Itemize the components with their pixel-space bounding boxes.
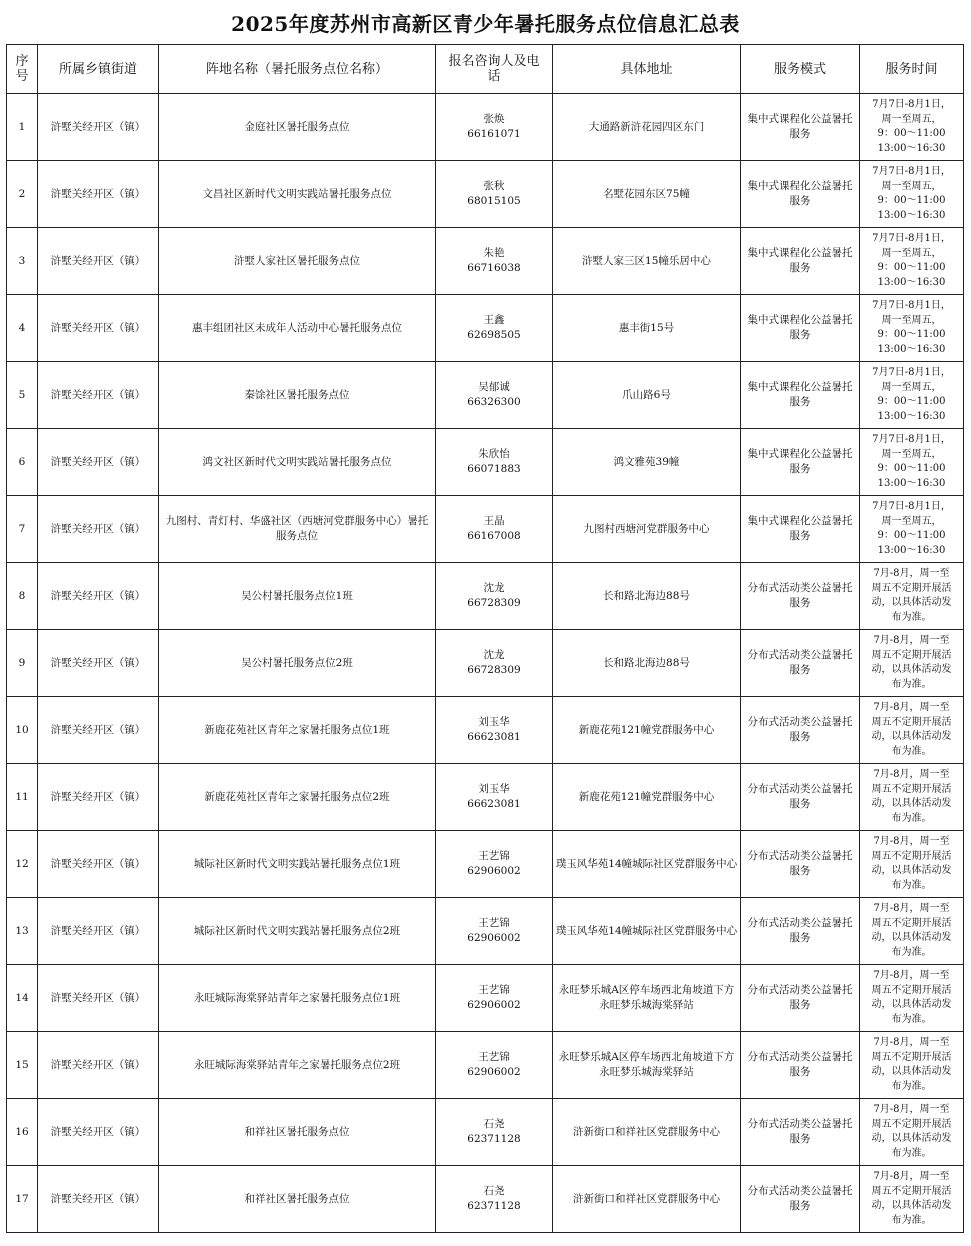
cell-town: 浒墅关经开区（镇） — [38, 429, 159, 496]
cell-address: 璞玉风华苑14幢城际社区党群服务中心 — [553, 898, 741, 965]
time-line: 动，以具体活动发 — [871, 1066, 952, 1077]
time-line: 9：00～11:00 — [877, 463, 946, 474]
cell-town: 浒墅关经开区（镇） — [38, 898, 159, 965]
time-line: 周一至周五， — [881, 247, 942, 259]
time-line: 9：00～11:00 — [877, 262, 946, 273]
cell-address: 九图村西塘河党群服务中心 — [553, 496, 741, 563]
cell-contact — [436, 429, 553, 496]
time-line: 动，以具体活动发 — [871, 731, 952, 742]
table-body — [7, 94, 964, 1233]
time-line: 7月7日-8月1日， — [872, 233, 951, 244]
contact-name: 王艺锦 — [478, 984, 510, 996]
cell-town: 浒墅关经开区（镇） — [38, 965, 159, 1032]
cell-time — [860, 563, 964, 630]
cell-town: 浒墅关经开区（镇） — [38, 94, 159, 161]
time-line: 布为准。 — [891, 812, 932, 824]
cell-seq: 14 — [7, 965, 38, 1032]
time-line: 动，以具体活动发 — [871, 865, 952, 876]
cell-seq: 8 — [7, 563, 38, 630]
time-line: 9：00～11:00 — [877, 530, 946, 541]
cell-address: 长和路北海边88号 — [553, 563, 741, 630]
cell-contact — [436, 563, 553, 630]
time-line: 7月-8月，周一至 — [873, 702, 950, 713]
cell-address: 长和路北海边88号 — [553, 630, 741, 697]
cell-address: 永旺梦乐城A区停车场西北角坡道下方永旺梦乐城海棠驿站 — [553, 965, 741, 1032]
contact-phone: 68015105 — [467, 195, 521, 207]
header-row — [7, 45, 964, 94]
time-line: 周一至周五， — [881, 180, 942, 192]
header-contact: 报名咨询人及电话 — [436, 45, 553, 94]
contact-phone: 62371128 — [467, 1133, 521, 1145]
time-line: 动，以具体活动发 — [871, 664, 952, 675]
time-line: 布为准。 — [891, 1080, 932, 1092]
cell-town: 浒墅关经开区（镇） — [38, 496, 159, 563]
time-line: 周五不定期开展活 — [871, 1185, 952, 1197]
table-row — [7, 429, 964, 496]
table-row — [7, 295, 964, 362]
cell-name: 浒墅人家社区暑托服务点位 — [159, 228, 436, 295]
cell-contact — [436, 94, 553, 161]
cell-address: 大通路新浒花园四区东门 — [553, 94, 741, 161]
contact-name: 王艺锦 — [478, 917, 510, 929]
cell-address: 鸿文雅苑39幢 — [553, 429, 741, 496]
cell-address: 爪山路6号 — [553, 362, 741, 429]
cell-seq: 13 — [7, 898, 38, 965]
contact-name: 刘玉华 — [478, 716, 510, 728]
cell-time — [860, 228, 964, 295]
cell-seq: 15 — [7, 1032, 38, 1099]
cell-time — [860, 161, 964, 228]
cell-mode: 分布式活动类公益暑托服务 — [741, 831, 860, 898]
cell-contact — [436, 1032, 553, 1099]
table-row — [7, 161, 964, 228]
cell-mode: 集中式课程化公益暑托服务 — [741, 496, 860, 563]
time-line: 动，以具体活动发 — [871, 597, 952, 608]
time-line: 布为准。 — [891, 946, 932, 958]
time-line: 7月7日-8月1日， — [872, 501, 951, 512]
time-line: 周一至周五， — [881, 515, 942, 527]
table-row — [7, 1032, 964, 1099]
time-line: 13:00～16:30 — [877, 276, 946, 288]
cell-name: 吴公村暑托服务点位1班 — [159, 563, 436, 630]
contact-name: 王鑫 — [483, 314, 505, 326]
contact-phone: 66071883 — [467, 463, 521, 475]
header-seq: 序号 — [7, 45, 38, 94]
contact-phone: 62906002 — [467, 865, 521, 877]
cell-contact — [436, 831, 553, 898]
cell-town: 浒墅关经开区（镇） — [38, 1166, 159, 1233]
cell-address: 璞玉风华苑14幢城际社区党群服务中心 — [553, 831, 741, 898]
time-line: 7月7日-8月1日， — [872, 434, 951, 445]
cell-contact — [436, 496, 553, 563]
header-address: 具体地址 — [553, 45, 741, 94]
time-line: 7月-8月，周一至 — [873, 1171, 950, 1182]
cell-mode: 分布式活动类公益暑托服务 — [741, 563, 860, 630]
time-line: 周五不定期开展活 — [871, 1118, 952, 1130]
cell-town: 浒墅关经开区（镇） — [38, 362, 159, 429]
time-line: 布为准。 — [891, 611, 932, 623]
cell-name: 文昌社区新时代文明实践站暑托服务点位 — [159, 161, 436, 228]
table-row — [7, 1166, 964, 1233]
cell-town: 浒墅关经开区（镇） — [38, 630, 159, 697]
cell-seq: 5 — [7, 362, 38, 429]
time-line: 动，以具体活动发 — [871, 1133, 952, 1144]
cell-name: 惠丰组团社区未成年人活动中心暑托服务点位 — [159, 295, 436, 362]
header-mode: 服务模式 — [741, 45, 860, 94]
cell-seq: 17 — [7, 1166, 38, 1233]
cell-mode: 集中式课程化公益暑托服务 — [741, 228, 860, 295]
time-line: 布为准。 — [891, 879, 932, 891]
table-row — [7, 362, 964, 429]
cell-time — [860, 362, 964, 429]
time-line: 13:00～16:30 — [877, 142, 946, 154]
time-line: 动，以具体活动发 — [871, 1200, 952, 1211]
summary-table — [6, 44, 964, 1233]
cell-town: 浒墅关经开区（镇） — [38, 228, 159, 295]
cell-time — [860, 1099, 964, 1166]
time-line: 7月7日-8月1日， — [872, 300, 951, 311]
cell-time — [860, 1166, 964, 1233]
table-row — [7, 764, 964, 831]
table-row — [7, 630, 964, 697]
table-row — [7, 563, 964, 630]
cell-seq: 9 — [7, 630, 38, 697]
cell-mode: 集中式课程化公益暑托服务 — [741, 94, 860, 161]
cell-town: 浒墅关经开区（镇） — [38, 1099, 159, 1166]
time-line: 布为准。 — [891, 1147, 932, 1159]
cell-time — [860, 295, 964, 362]
cell-name: 城际社区新时代文明实践站暑托服务点位1班 — [159, 831, 436, 898]
time-line: 周一至周五， — [881, 113, 942, 125]
contact-phone: 66326300 — [467, 396, 521, 408]
time-line: 周一至周五， — [881, 381, 942, 393]
cell-time — [860, 831, 964, 898]
cell-town: 浒墅关经开区（镇） — [38, 295, 159, 362]
contact-phone: 66728309 — [467, 597, 521, 609]
header-town: 所属乡镇街道 — [38, 45, 159, 94]
contact-name: 沈龙 — [483, 582, 505, 594]
cell-name: 秦馀社区暑托服务点位 — [159, 362, 436, 429]
cell-mode: 集中式课程化公益暑托服务 — [741, 429, 860, 496]
time-line: 13:00～16:30 — [877, 410, 946, 422]
table-row — [7, 496, 964, 563]
contact-phone: 62906002 — [467, 999, 521, 1011]
cell-town: 浒墅关经开区（镇） — [38, 764, 159, 831]
cell-time — [860, 965, 964, 1032]
cell-town: 浒墅关经开区（镇） — [38, 1032, 159, 1099]
cell-seq: 1 — [7, 94, 38, 161]
cell-name: 和祥社区暑托服务点位 — [159, 1166, 436, 1233]
table-row — [7, 1099, 964, 1166]
contact-name: 张秋 — [483, 180, 505, 192]
page-title: 2025年度苏州市高新区青少年暑托服务点位信息汇总表 — [231, 12, 740, 36]
cell-seq: 4 — [7, 295, 38, 362]
cell-town: 浒墅关经开区（镇） — [38, 161, 159, 228]
cell-contact — [436, 965, 553, 1032]
cell-contact — [436, 764, 553, 831]
cell-name: 和祥社区暑托服务点位 — [159, 1099, 436, 1166]
cell-mode: 集中式课程化公益暑托服务 — [741, 362, 860, 429]
contact-name: 朱艳 — [483, 247, 505, 259]
cell-name: 城际社区新时代文明实践站暑托服务点位2班 — [159, 898, 436, 965]
cell-contact — [436, 362, 553, 429]
cell-address: 浒新街口和祥社区党群服务中心 — [553, 1099, 741, 1166]
time-line: 7月-8月，周一至 — [873, 970, 950, 981]
cell-mode: 分布式活动类公益暑托服务 — [741, 764, 860, 831]
contact-phone: 66623081 — [467, 798, 521, 810]
time-line: 周五不定期开展活 — [871, 850, 952, 862]
cell-mode: 分布式活动类公益暑托服务 — [741, 1099, 860, 1166]
contact-name: 石尧 — [483, 1185, 505, 1197]
contact-name: 王艺锦 — [478, 850, 510, 862]
contact-phone: 66728309 — [467, 664, 521, 676]
time-line: 周一至周五， — [881, 314, 942, 326]
cell-mode: 分布式活动类公益暑托服务 — [741, 965, 860, 1032]
time-line: 7月-8月，周一至 — [873, 568, 950, 579]
time-line: 9：00～11:00 — [877, 329, 946, 340]
time-line: 13:00～16:30 — [877, 544, 946, 556]
time-line: 周五不定期开展活 — [871, 649, 952, 661]
cell-address: 名墅花园东区75幢 — [553, 161, 741, 228]
time-line: 9：00～11:00 — [877, 195, 946, 206]
cell-address: 惠丰街15号 — [553, 295, 741, 362]
cell-mode: 分布式活动类公益暑托服务 — [741, 697, 860, 764]
contact-phone: 62906002 — [467, 1066, 521, 1078]
time-line: 布为准。 — [891, 745, 932, 757]
time-line: 动，以具体活动发 — [871, 999, 952, 1010]
time-line: 7月7日-8月1日， — [872, 367, 951, 378]
cell-address: 永旺梦乐城A区停车场西北角坡道下方永旺梦乐城海棠驿站 — [553, 1032, 741, 1099]
time-line: 布为准。 — [891, 678, 932, 690]
cell-time — [860, 697, 964, 764]
time-line: 13:00～16:30 — [877, 477, 946, 489]
table-row — [7, 965, 964, 1032]
time-line: 9：00～11:00 — [877, 128, 946, 139]
time-line: 动，以具体活动发 — [871, 932, 952, 943]
time-line: 动，以具体活动发 — [871, 798, 952, 809]
cell-name: 吴公村暑托服务点位2班 — [159, 630, 436, 697]
cell-mode: 集中式课程化公益暑托服务 — [741, 161, 860, 228]
table-row — [7, 697, 964, 764]
time-line: 周五不定期开展活 — [871, 917, 952, 929]
cell-mode: 分布式活动类公益暑托服务 — [741, 898, 860, 965]
cell-name: 金庭社区暑托服务点位 — [159, 94, 436, 161]
cell-address: 新鹿花苑121幢党群服务中心 — [553, 764, 741, 831]
cell-name: 新鹿花苑社区青年之家暑托服务点位1班 — [159, 697, 436, 764]
time-line: 7月7日-8月1日， — [872, 166, 951, 177]
cell-seq: 12 — [7, 831, 38, 898]
time-line: 周五不定期开展活 — [871, 1051, 952, 1063]
time-line: 周五不定期开展活 — [871, 716, 952, 728]
cell-mode: 分布式活动类公益暑托服务 — [741, 630, 860, 697]
cell-contact — [436, 697, 553, 764]
cell-contact — [436, 228, 553, 295]
contact-name: 张焕 — [483, 113, 505, 125]
time-line: 9：00～11:00 — [877, 396, 946, 407]
cell-contact — [436, 630, 553, 697]
table-row — [7, 228, 964, 295]
cell-contact — [436, 1166, 553, 1233]
time-line: 13:00～16:30 — [877, 209, 946, 221]
cell-name: 永旺城际海棠驿站青年之家暑托服务点位1班 — [159, 965, 436, 1032]
time-line: 7月-8月，周一至 — [873, 903, 950, 914]
cell-name: 九图村、青灯村、华盛社区（西塘河党群服务中心）暑托服务点位 — [159, 496, 436, 563]
contact-phone: 62906002 — [467, 932, 521, 944]
cell-time — [860, 898, 964, 965]
time-line: 周一至周五， — [881, 448, 942, 460]
contact-phone: 66623081 — [467, 731, 521, 743]
time-line: 周五不定期开展活 — [871, 582, 952, 594]
table-row — [7, 94, 964, 161]
cell-seq: 11 — [7, 764, 38, 831]
contact-phone: 66167008 — [467, 530, 521, 542]
cell-contact — [436, 161, 553, 228]
contact-name: 王艺锦 — [478, 1051, 510, 1063]
cell-name: 新鹿花苑社区青年之家暑托服务点位2班 — [159, 764, 436, 831]
header-name: 阵地名称（暑托服务点位名称） — [159, 45, 436, 94]
time-line: 7月-8月，周一至 — [873, 769, 950, 780]
contact-name: 王晶 — [483, 515, 505, 527]
cell-seq: 6 — [7, 429, 38, 496]
cell-seq: 2 — [7, 161, 38, 228]
contact-phone: 62371128 — [467, 1200, 521, 1212]
cell-address: 浒墅人家三区15幢乐居中心 — [553, 228, 741, 295]
cell-contact — [436, 898, 553, 965]
cell-name: 永旺城际海棠驿站青年之家暑托服务点位2班 — [159, 1032, 436, 1099]
cell-seq: 3 — [7, 228, 38, 295]
cell-seq: 16 — [7, 1099, 38, 1166]
cell-mode: 分布式活动类公益暑托服务 — [741, 1032, 860, 1099]
cell-time — [860, 496, 964, 563]
cell-name: 鸿文社区新时代文明实践站暑托服务点位 — [159, 429, 436, 496]
header-time: 服务时间 — [860, 45, 964, 94]
table-row — [7, 831, 964, 898]
time-line: 7月-8月，周一至 — [873, 836, 950, 847]
cell-contact — [436, 295, 553, 362]
time-line: 7月-8月，周一至 — [873, 635, 950, 646]
time-line: 布为准。 — [891, 1214, 932, 1226]
cell-time — [860, 1032, 964, 1099]
cell-seq: 7 — [7, 496, 38, 563]
time-line: 7月-8月，周一至 — [873, 1104, 950, 1115]
time-line: 7月7日-8月1日， — [872, 99, 951, 110]
cell-town: 浒墅关经开区（镇） — [38, 563, 159, 630]
cell-time — [860, 429, 964, 496]
cell-time — [860, 94, 964, 161]
cell-time — [860, 764, 964, 831]
contact-name: 刘玉华 — [478, 783, 510, 795]
time-line: 周五不定期开展活 — [871, 984, 952, 996]
cell-town: 浒墅关经开区（镇） — [38, 831, 159, 898]
cell-mode: 分布式活动类公益暑托服务 — [741, 1166, 860, 1233]
time-line: 布为准。 — [891, 1013, 932, 1025]
contact-phone: 66161071 — [467, 128, 521, 140]
cell-mode: 集中式课程化公益暑托服务 — [741, 295, 860, 362]
cell-seq: 10 — [7, 697, 38, 764]
contact-name: 沈龙 — [483, 649, 505, 661]
time-line: 7月-8月，周一至 — [873, 1037, 950, 1048]
contact-name: 石尧 — [483, 1118, 505, 1130]
contact-phone: 62698505 — [467, 329, 521, 341]
cell-time — [860, 630, 964, 697]
cell-town: 浒墅关经开区（镇） — [38, 697, 159, 764]
time-line: 13:00～16:30 — [877, 343, 946, 355]
table-row — [7, 898, 964, 965]
cell-address: 浒新街口和祥社区党群服务中心 — [553, 1166, 741, 1233]
cell-contact — [436, 1099, 553, 1166]
time-line: 周五不定期开展活 — [871, 783, 952, 795]
contact-name: 朱欣怡 — [478, 448, 510, 460]
contact-phone: 66716038 — [467, 262, 521, 274]
cell-address: 新鹿花苑121幢党群服务中心 — [553, 697, 741, 764]
contact-name: 吴郁诚 — [478, 381, 510, 393]
